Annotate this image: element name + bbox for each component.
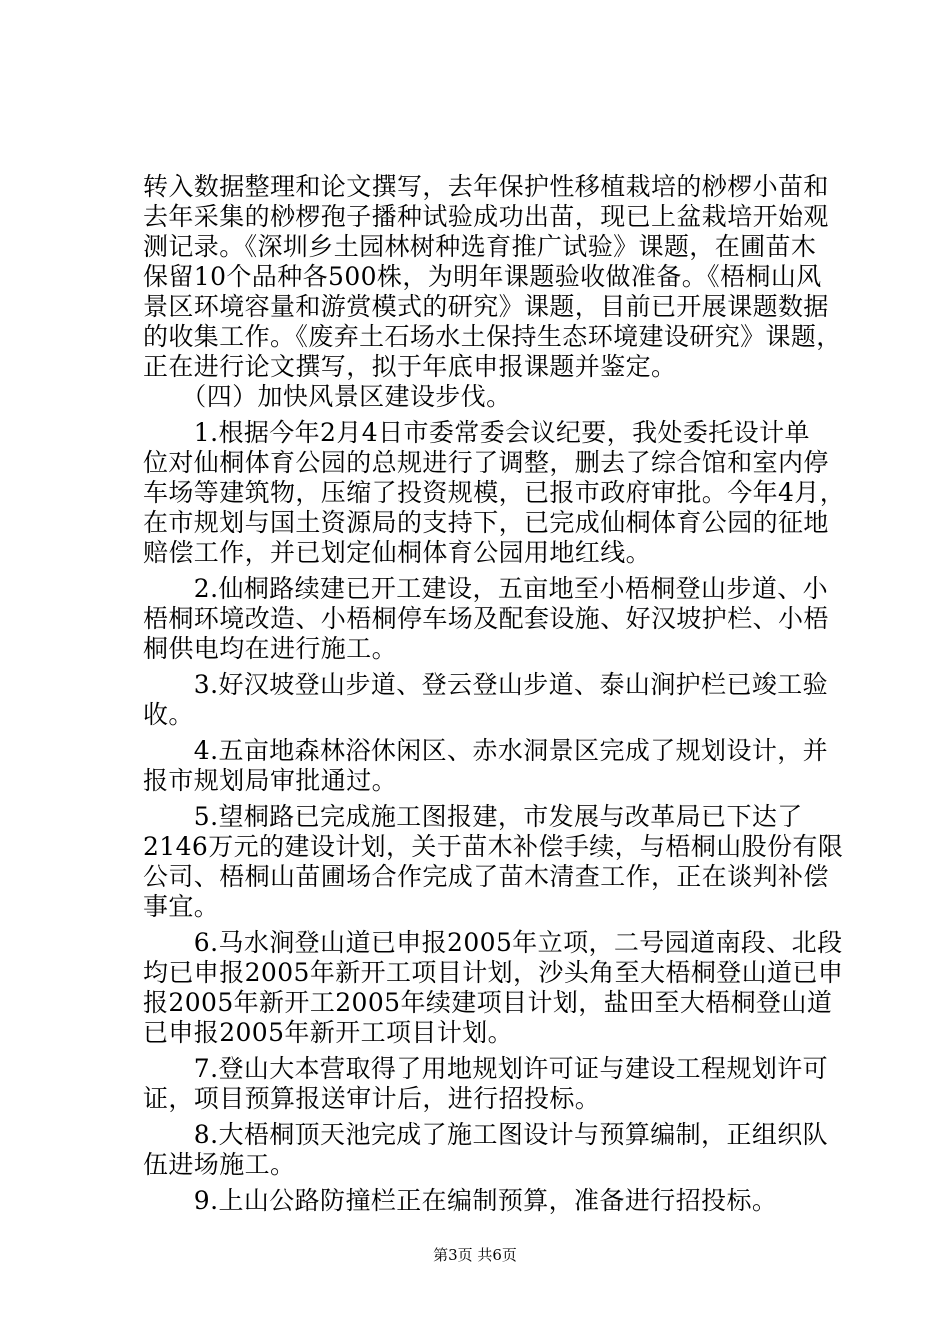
text-line: 转入数据整理和论文撰写，去年保护性移植栽培的桫椤小苗和 (143, 172, 829, 201)
text-line: 4.五亩地森林浴休闲区、赤水洞景区完成了规划设计，并 (143, 736, 829, 765)
text-line: 6.马水涧登山道已申报2005年立项，二号园道南段、北段 (143, 928, 843, 957)
text-line: 收。 (143, 700, 194, 729)
text-line: 保留10个品种各500株，为明年课题验收做准备。《梧桐山风 (143, 262, 822, 291)
text-line: 2.仙桐路续建已开工建设，五亩地至小梧桐登山步道、小 (143, 574, 829, 603)
text-line: 去年采集的桫椤孢子播种试验成功出苗，现已上盆栽培开始观 (143, 202, 829, 231)
text-line: 均已申报2005年新开工项目计划，沙头角至大梧桐登山道已申 (143, 958, 844, 987)
text-line: 公司、梧桐山苗圃场合作完成了苗木清查工作，正在谈判补偿 (143, 862, 829, 891)
section-heading: （四）加快风景区建设步伐。 (143, 382, 512, 411)
text-line: 伍进场施工。 (143, 1150, 296, 1179)
page-footer: 第3页 共6页 (433, 1246, 517, 1264)
text-line: 证，项目预算报送审计后，进行招投标。 (143, 1084, 601, 1113)
text-line: 9.上山公路防撞栏正在编制预算，准备进行招投标。 (143, 1186, 778, 1215)
text-line: 已申报2005年新开工项目计划。 (143, 1018, 514, 1047)
text-line: 3.好汉坡登山步道、登云登山步道、泰山涧护栏已竣工验 (143, 670, 829, 699)
body-text (143, 172, 846, 1216)
text-line: 测记录。《深圳乡土园林树种选育推广试验》课题，在圃苗木 (143, 232, 817, 261)
text-line: 1.根据今年2月4日市委常委会议纪要，我处委托设计单 (143, 418, 810, 447)
text-line: 报2005年新开工2005年续建项目计划，盐田至大梧桐登山道 (143, 988, 833, 1017)
text-line: 位对仙桐体育公园的总规进行了调整，删去了综合馆和室内停 (143, 448, 829, 477)
text-line: 2146万元的建设计划，关于苗木补偿手续，与梧桐山股份有限 (143, 832, 844, 861)
text-line: 景区环境容量和游赏模式的研究》课题，目前已开展课题数据 (143, 292, 829, 321)
text-line: 的收集工作。《废弃土石场水土保持生态环境建设研究》课题， (143, 322, 842, 351)
text-line: 在市规划与国土资源局的支持下，已完成仙桐体育公园的征地 (143, 508, 829, 537)
text-line: 车场等建筑物，压缩了投资规模，已报市政府审批。今年4月， (143, 478, 846, 507)
text-line: 事宜。 (143, 892, 220, 921)
text-line: 赔偿工作，并已划定仙桐体育公园用地红线。 (143, 538, 652, 567)
text-line: 5.望桐路已完成施工图报建，市发展与改革局已下达了 (143, 802, 803, 831)
text-line: 正在进行论文撰写，拟于年底申报课题并鉴定。 (143, 352, 677, 381)
text-line: 梧桐环境改造、小梧桐停车场及配套设施、好汉坡护栏、小梧 (143, 604, 829, 633)
text-line: 7.登山大本营取得了用地规划许可证与建设工程规划许可 (143, 1054, 829, 1083)
text-line: 报市规划局审批通过。 (143, 766, 398, 795)
text-line: 8.大梧桐顶天池完成了施工图设计与预算编制，正组织队 (143, 1120, 829, 1149)
text-line: 桐供电均在进行施工。 (143, 634, 398, 663)
